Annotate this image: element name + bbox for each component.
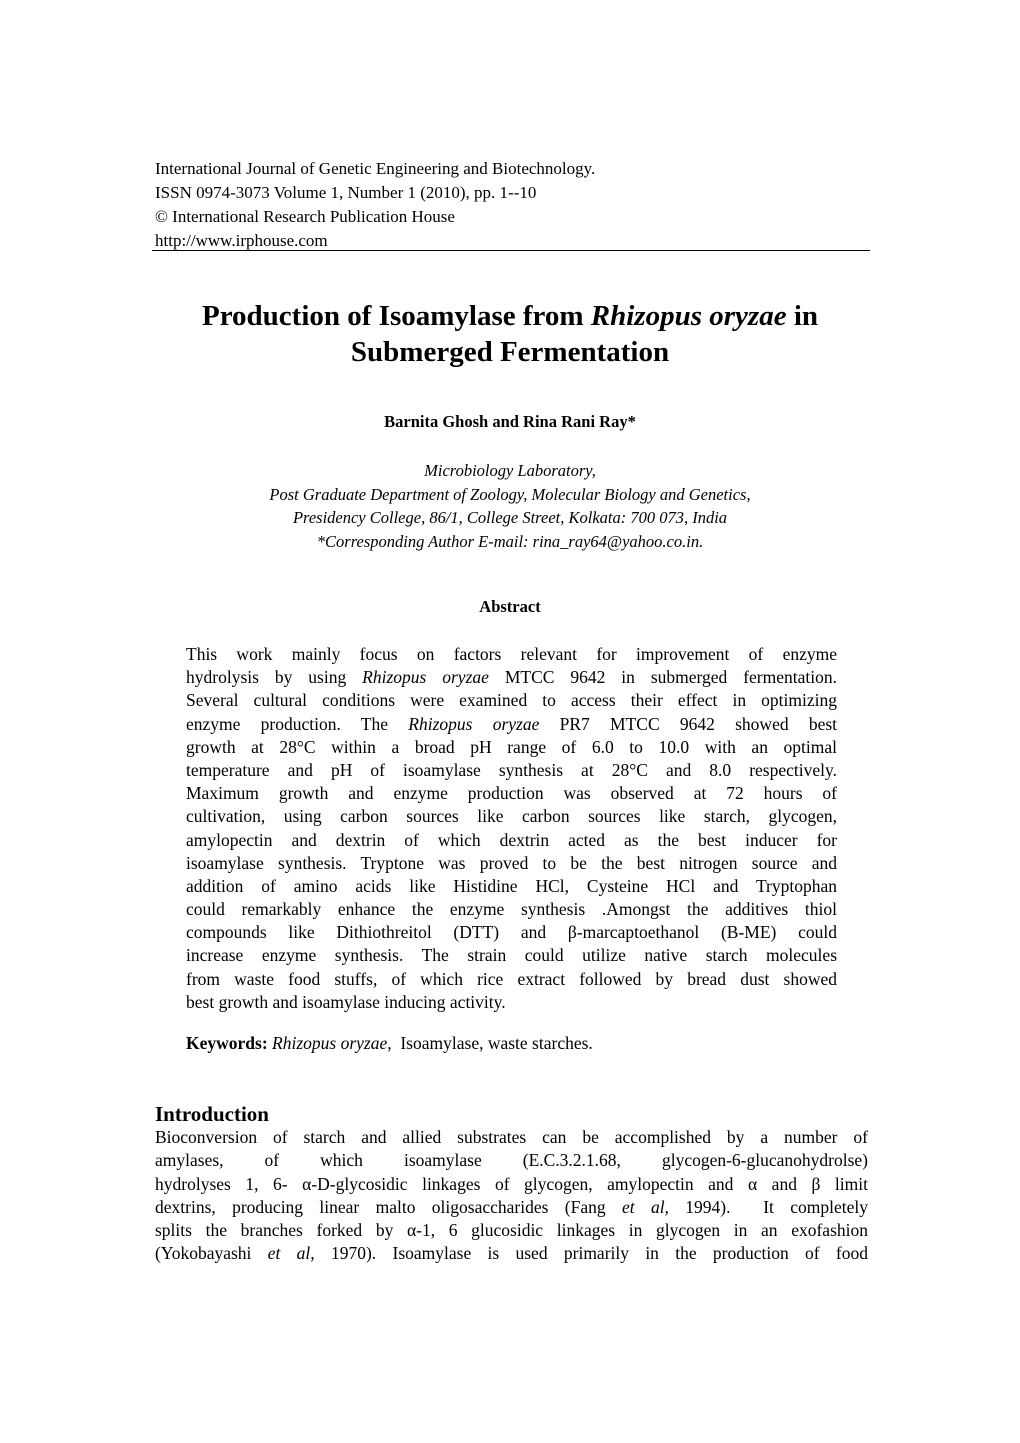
corresponding-author: *Corresponding Author E-mail: rina_ray64@yahoo.co.in. [316,531,704,551]
paper-title: Production of Isoamylase from Rhizopus oryzae in Submerged Fermentation [201,300,819,368]
journal-copyright: © International Research Publication House [155,207,455,226]
abstract-heading: Abstract [479,597,541,616]
keywords: Keywords: Rhizopus oryzae, Isoamylase, waste starches. [186,1033,593,1053]
affiliation: Microbiology Laboratory, Post Graduate Department of Zoology, Molecular Biology and Genetics, Presidency College, 86/1, College Street, Kolkata: 700 073, India *Corresponding Author E-mail: rina_ray64@yahoo.co.in. [100,459,920,553]
journal-url[interactable]: http://www.irphouse.com [155,231,328,250]
authors: Barnita Ghosh and Rina Rani Ray* [384,412,636,431]
abstract-body: This work mainly focus on factors relevant for improvement of enzyme hydrolysis by using Rhizopus oryzae MTCC 9642 in submerged fermentation. Several cultural conditions were examined to access their effect in optimizing enzyme production. The Rhizopus oryzae PR7 MTCC 9642 showed best growth at 28°C within a broad pH range of 6.0 to 10.0 with an optimal temperature and pH of isoamylase synthesis at 28°C and 8.0 respectively. Maximum growth and enzyme production was observed at 72 hours of cultivation, using carbon sources like carbon sources like starch, glycogen, amylopectin and dextrin of which dextrin acted as the best inducer for isoamylase synthesis. Tryptone was proved to be the best nitrogen source and addition of amino acids like Histidine HCl, Cysteine HCl and Tryptophan could remarkably enhance the enzyme synthesis .Amongst the additives thiol compounds like Dithiothreitol (DTT) and β-marcaptoethanol (B-ME) could increase enzyme synthesis. The strain could utilize native starch molecules from waste food stuffs, of which rice extract followed by bread dust showed best growth and isoamylase inducing activity. [186,644,838,1012]
journal-header [155,157,870,253]
title-species: Rhizopus oryzae [590,300,787,332]
journal-name: International Journal of Genetic Engineering and Biotechnology. [155,159,596,178]
introduction-heading: Introduction [155,1102,269,1126]
header-divider [152,250,870,251]
keywords-label: Keywords: [186,1033,268,1053]
introduction-body: Bioconversion of starch and allied substrates can be accomplished by a number of amylases, of which isoamylase (E.C.3.2.1.68, glycogen-6-glucanohydrolse) hydrolyses 1, 6- α-D-glycosidic linkages of glycogen, amylopectin and α and β limit dextrins, producing linear malto oligosaccharides (Fang et al, 1994). It completely splits the branches forked by α-1, 6 glucosidic linkages in glycogen in an exofashion (Yokobayashi et al, 1970). Isoamylase is used primarily in the production of food [155,1127,869,1264]
journal-issn: ISSN 0974-3073 Volume 1, Number 1 (2010), pp. 1--10 [155,183,537,202]
